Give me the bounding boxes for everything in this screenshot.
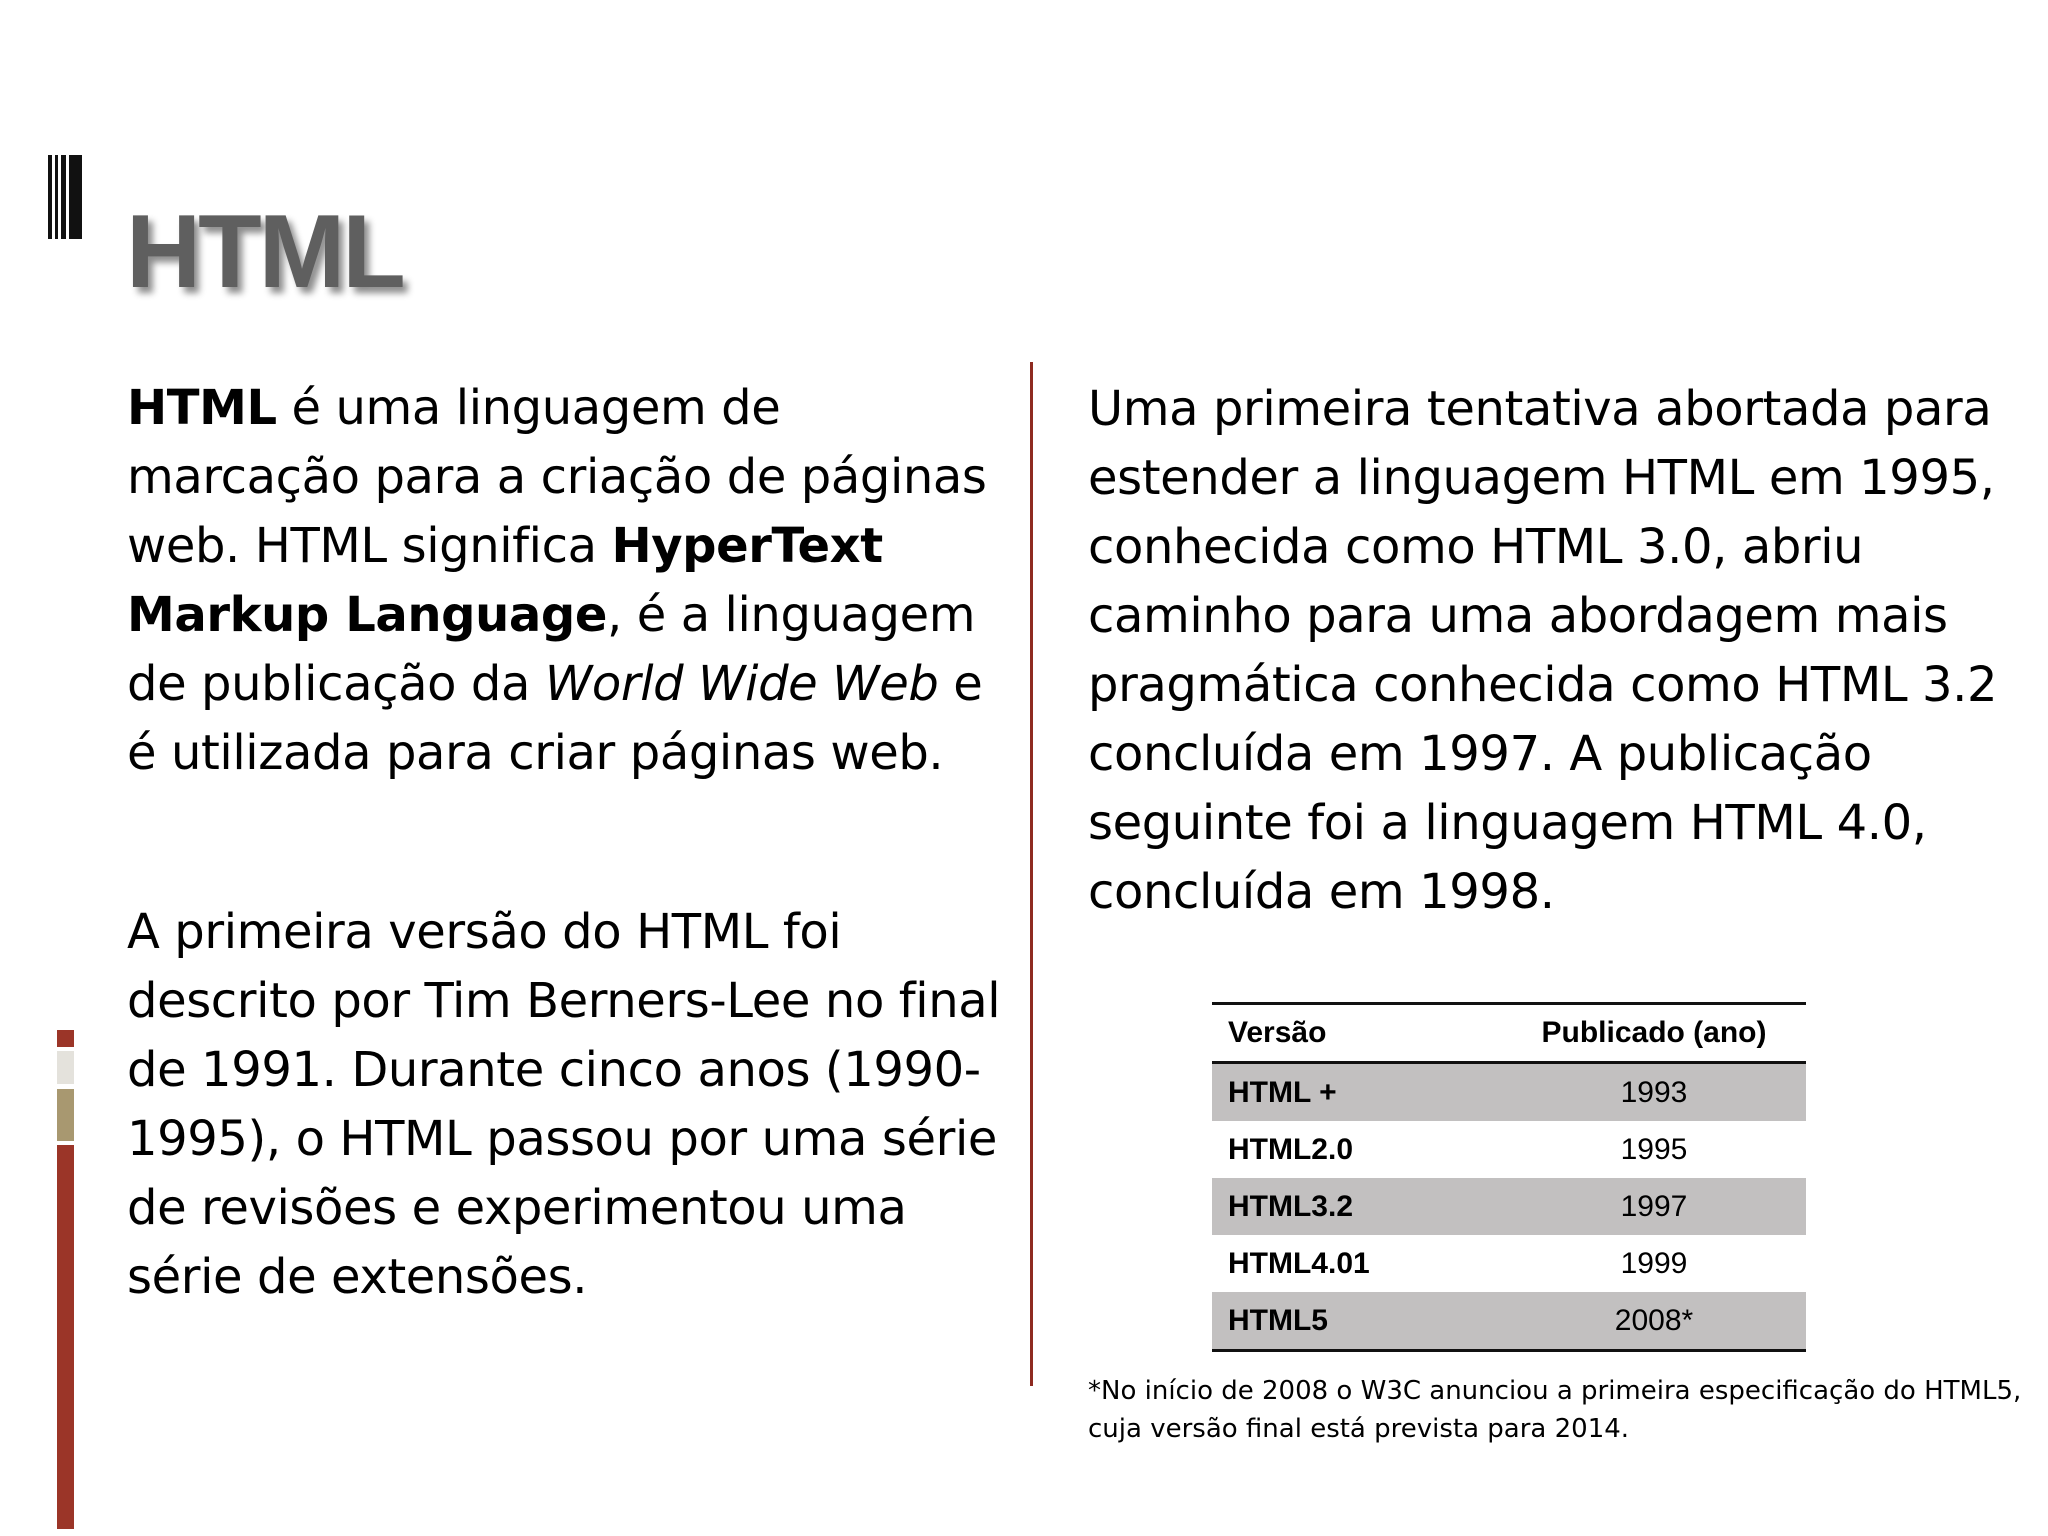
intro-paragraph: HTML é uma linguagem de marcação para a criação de páginas web. HTML significa HyperText Markup Language, é a linguagem de publicação da World Wide Web e é utilizada para criar páginas web.	[127, 380, 987, 781]
year-cell: 1993	[1620, 1075, 1688, 1109]
version-cell: HTML2.0	[1228, 1132, 1354, 1166]
table-header	[1212, 1005, 1806, 1064]
table-row	[1212, 1064, 1806, 1121]
history-paragraph: A primeira versão do HTML foi descrito por Tim Berners-Lee no final de 1991. Durante cinco anos (1990-1995), o HTML passou por uma série de revisões e experimentou uma série de extensões.	[127, 904, 1001, 1305]
year-cell: 1999	[1620, 1246, 1688, 1280]
table-row	[1212, 1235, 1806, 1292]
year-cell: 2008*	[1614, 1303, 1694, 1337]
header-year: Publicado (ano)	[1541, 1016, 1767, 1049]
versions-paragraph: Uma primeira tentativa abortada para estender a linguagem HTML em 1995, conhecida como HTML 3.0, abriu caminho para uma abordagem mais pragmática conhecida como HTML 3.2 concluída em 1997. A publicação seguinte foi a linguagem HTML 4.0, concluída em 1998.	[1088, 381, 1998, 920]
column-divider	[1030, 362, 1033, 1386]
table-row	[1212, 1121, 1806, 1178]
version-cell: HTML5	[1228, 1303, 1328, 1337]
versions-table	[1212, 1002, 1806, 1352]
version-cell: HTML4.01	[1228, 1246, 1370, 1280]
header-version: Versão	[1228, 1016, 1327, 1049]
version-cell: HTML +	[1228, 1075, 1337, 1109]
title-bars-decoration	[48, 155, 82, 239]
year-cell: 1995	[1620, 1132, 1688, 1166]
table-footnote: *No início de 2008 o W3C anunciou a primeira especificação do HTML5, cuja versão final está prevista para 2014.	[1088, 1376, 2022, 1444]
year-cell: 1997	[1620, 1189, 1688, 1223]
table-row	[1212, 1178, 1806, 1235]
version-cell: HTML3.2	[1228, 1189, 1354, 1223]
table-row	[1212, 1292, 1806, 1349]
slide-title: HTML	[126, 193, 403, 310]
